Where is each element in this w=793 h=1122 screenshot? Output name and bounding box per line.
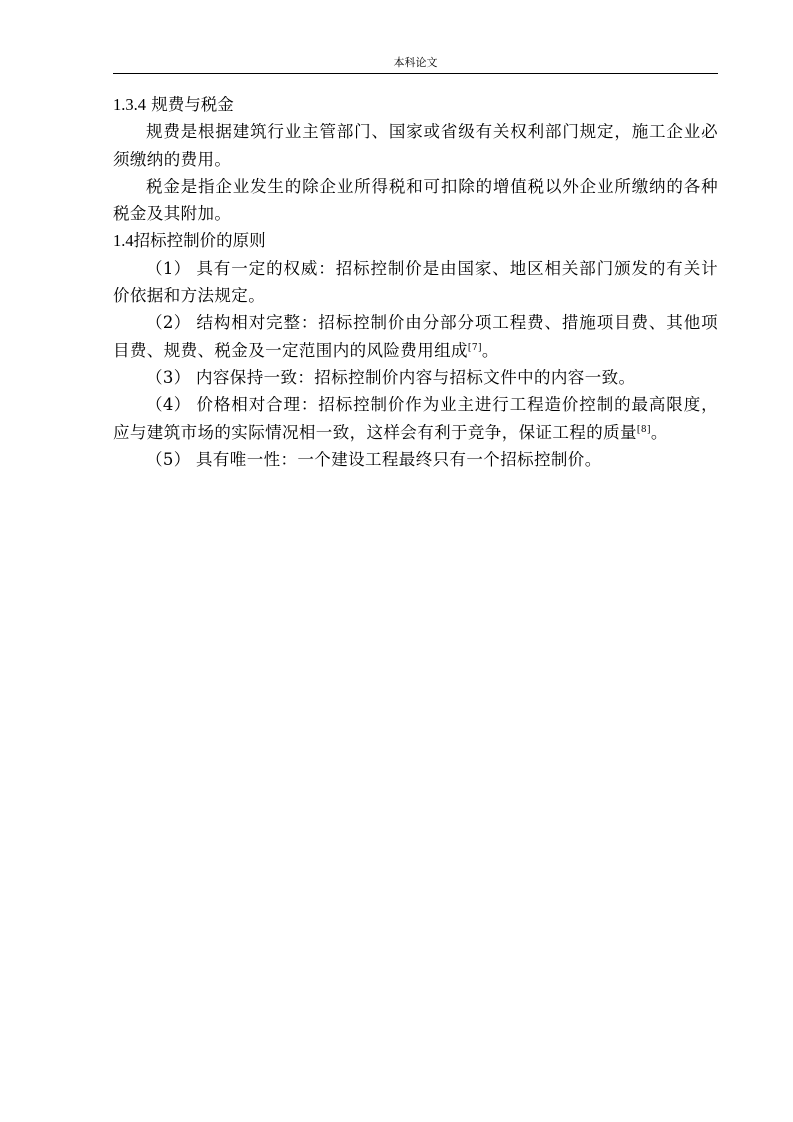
page-header-title: 本科论文 (393, 56, 438, 69)
item-tail: 。 (481, 340, 499, 360)
section-title: 规费与税金 (151, 95, 234, 114)
item-text: 结构相对完整：招标控制价由分部分项工程费、措施项目费、其他项目费、规费、税金及一定范围内的风险费用组成 (113, 313, 718, 360)
list-item (113, 446, 718, 473)
item-tail: 。 (650, 422, 668, 442)
list-item (113, 391, 718, 446)
page-content (113, 91, 718, 473)
header-rule (113, 73, 718, 74)
item-text: 具有一定的权威：招标控制价是由国家、地区相关部门颁发的有关计价依据和方法规定。 (113, 258, 718, 306)
item-number: （5） (146, 449, 191, 469)
item-text: 具有唯一性：一个建设工程最终只有一个招标控制价。 (196, 449, 602, 469)
item-number: （3） (146, 367, 191, 387)
section-title: 招标控制价的原则 (133, 231, 266, 251)
item-number: （4） (146, 395, 191, 415)
item-number: （1） (146, 258, 191, 278)
section-heading-1-4 (113, 227, 718, 254)
item-text: 价格相对合理：招标控制价作为业主进行工程造价控制的最高限度，应与建筑市场的实际情况相一致，这样会有利于竞争，保证工程的质量 (113, 395, 718, 442)
item-text: 内容保持一致：招标控制价内容与招标文件中的内容一致。 (196, 367, 636, 387)
list-item (113, 255, 718, 310)
list-item (113, 309, 718, 364)
paragraph: 税金是指企业发生的除企业所得税和可扣除的增值税以外企业所缴纳的各种税金及其附加。 (113, 176, 718, 224)
section-number: 1.3.4 (113, 95, 146, 114)
paragraph: 规费是根据建筑行业主管部门、国家或省级有关权利部门规定，施工企业必须缴纳的费用。 (113, 122, 718, 169)
item-number: （2） (146, 313, 191, 333)
citation-ref: [8] (636, 424, 651, 435)
section-number: 1.4 (113, 231, 134, 251)
section-heading-1-3-4 (113, 91, 718, 118)
citation-ref: [7] (467, 342, 482, 353)
list-item (113, 364, 718, 391)
